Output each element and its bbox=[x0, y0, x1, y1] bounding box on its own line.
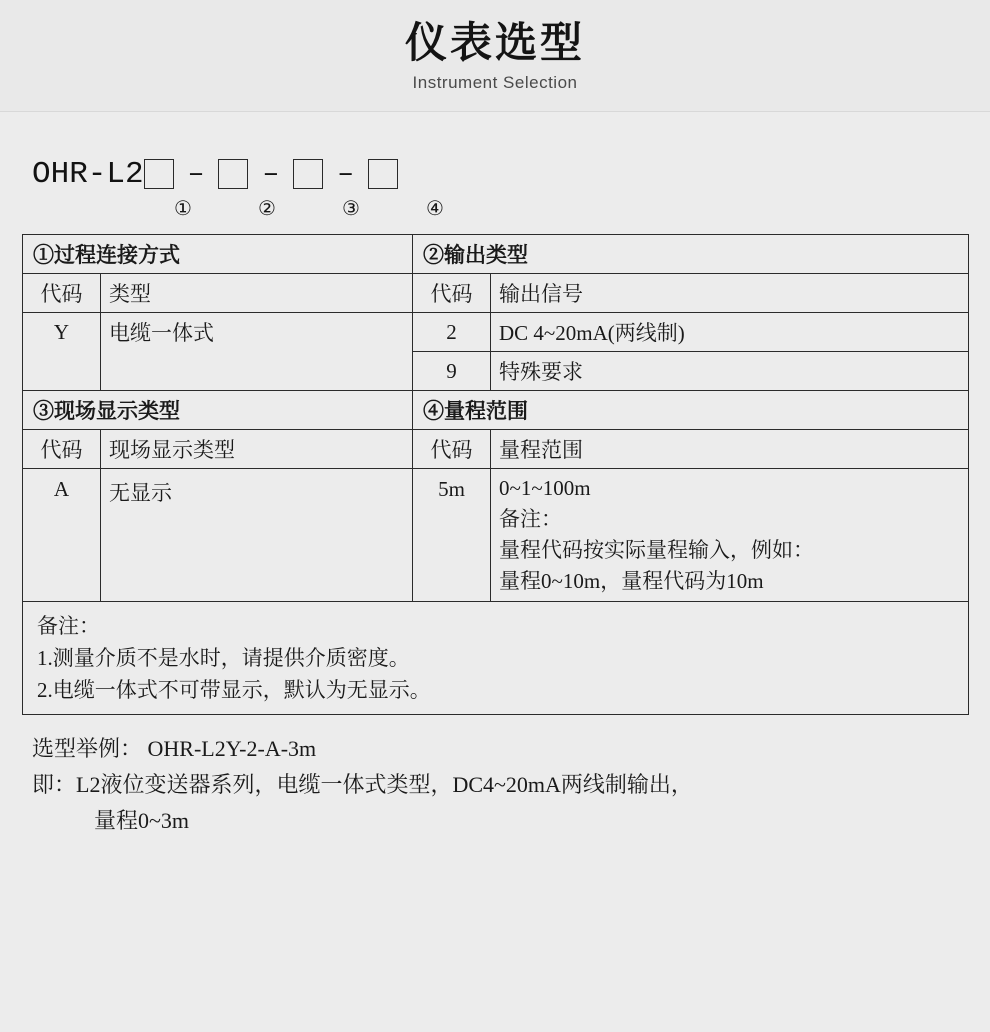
table-row bbox=[23, 469, 969, 602]
section3-type: 无显示 bbox=[101, 469, 413, 602]
section1-code-cont bbox=[23, 352, 101, 391]
model-code-row bbox=[22, 154, 968, 194]
index-marker-row bbox=[22, 196, 968, 228]
notes-cell bbox=[23, 602, 969, 715]
code-box-4[interactable] bbox=[368, 159, 398, 189]
section2-row2-code: 9 bbox=[413, 352, 491, 391]
section1-col-code: 代码 bbox=[23, 274, 101, 313]
section1-title: ①过程连接方式 bbox=[23, 235, 413, 274]
page-header bbox=[0, 0, 990, 112]
dash-3: – bbox=[337, 158, 355, 190]
section3-col-type: 现场显示类型 bbox=[101, 430, 413, 469]
section2-col-code: 代码 bbox=[413, 274, 491, 313]
example-line-2: 即：L2液位变送器系列，电缆一体式类型，DC4~20mA两线制输出， bbox=[32, 772, 693, 797]
table-row bbox=[23, 313, 969, 352]
page-subtitle: Instrument Selection bbox=[412, 72, 578, 92]
dash-2: – bbox=[262, 158, 280, 190]
section4-col-code: 代码 bbox=[413, 430, 491, 469]
selection-table bbox=[22, 234, 969, 715]
section1-type-cont bbox=[101, 352, 413, 391]
section2-col-signal: 输出信号 bbox=[491, 274, 969, 313]
example-block bbox=[22, 731, 968, 839]
section4-code: 5m bbox=[413, 469, 491, 602]
section3-code: A bbox=[23, 469, 101, 602]
section4-range bbox=[491, 469, 969, 602]
section1-col-type: 类型 bbox=[101, 274, 413, 313]
section1-code: Y bbox=[23, 313, 101, 352]
table-row bbox=[23, 352, 969, 391]
example-line-3: 量程0~3m bbox=[94, 808, 190, 833]
section4-range-line3: 量程代码按实际量程输入，例如： bbox=[499, 538, 814, 562]
index-marker-3: ③ bbox=[342, 196, 360, 220]
table-row bbox=[23, 235, 969, 274]
table-row bbox=[23, 602, 969, 715]
section2-row1-signal: DC 4~20mA(两线制) bbox=[491, 313, 969, 352]
content-area bbox=[0, 112, 990, 839]
section3-title: ③现场显示类型 bbox=[23, 391, 413, 430]
model-prefix: OHR-L2 bbox=[32, 156, 144, 192]
section4-range-line2: 备注： bbox=[499, 507, 562, 531]
section2-row2-signal: 特殊要求 bbox=[491, 352, 969, 391]
page-title: 仪表选型 bbox=[404, 18, 585, 66]
code-box-2[interactable] bbox=[218, 159, 248, 189]
section4-col-range: 量程范围 bbox=[491, 430, 969, 469]
table-row bbox=[23, 391, 969, 430]
table-row bbox=[23, 274, 969, 313]
section4-range-line1: 0~1~100m bbox=[499, 476, 591, 500]
section3-col-code: 代码 bbox=[23, 430, 101, 469]
section1-type: 电缆一体式 bbox=[101, 313, 413, 352]
section2-row1-code: 2 bbox=[413, 313, 491, 352]
section2-title: ②输出类型 bbox=[413, 235, 969, 274]
table-row bbox=[23, 430, 969, 469]
section4-title: ④量程范围 bbox=[413, 391, 969, 430]
notes-title: 备注： bbox=[37, 614, 100, 638]
example-line-1: 选型举例： OHR-L2Y-2-A-3m bbox=[32, 736, 317, 761]
dash-1: – bbox=[187, 158, 205, 190]
code-box-3[interactable] bbox=[293, 159, 323, 189]
index-marker-1: ① bbox=[174, 196, 192, 220]
notes-line-2: 2.电缆一体式不可带显示，默认为无显示。 bbox=[37, 678, 431, 702]
index-marker-4: ④ bbox=[426, 196, 444, 220]
code-box-1[interactable] bbox=[144, 159, 174, 189]
notes-line-1: 1.测量介质不是水时，请提供介质密度。 bbox=[37, 646, 410, 670]
section4-range-line4: 量程0~10m，量程代码为10m bbox=[499, 569, 764, 593]
index-marker-2: ② bbox=[258, 196, 276, 220]
